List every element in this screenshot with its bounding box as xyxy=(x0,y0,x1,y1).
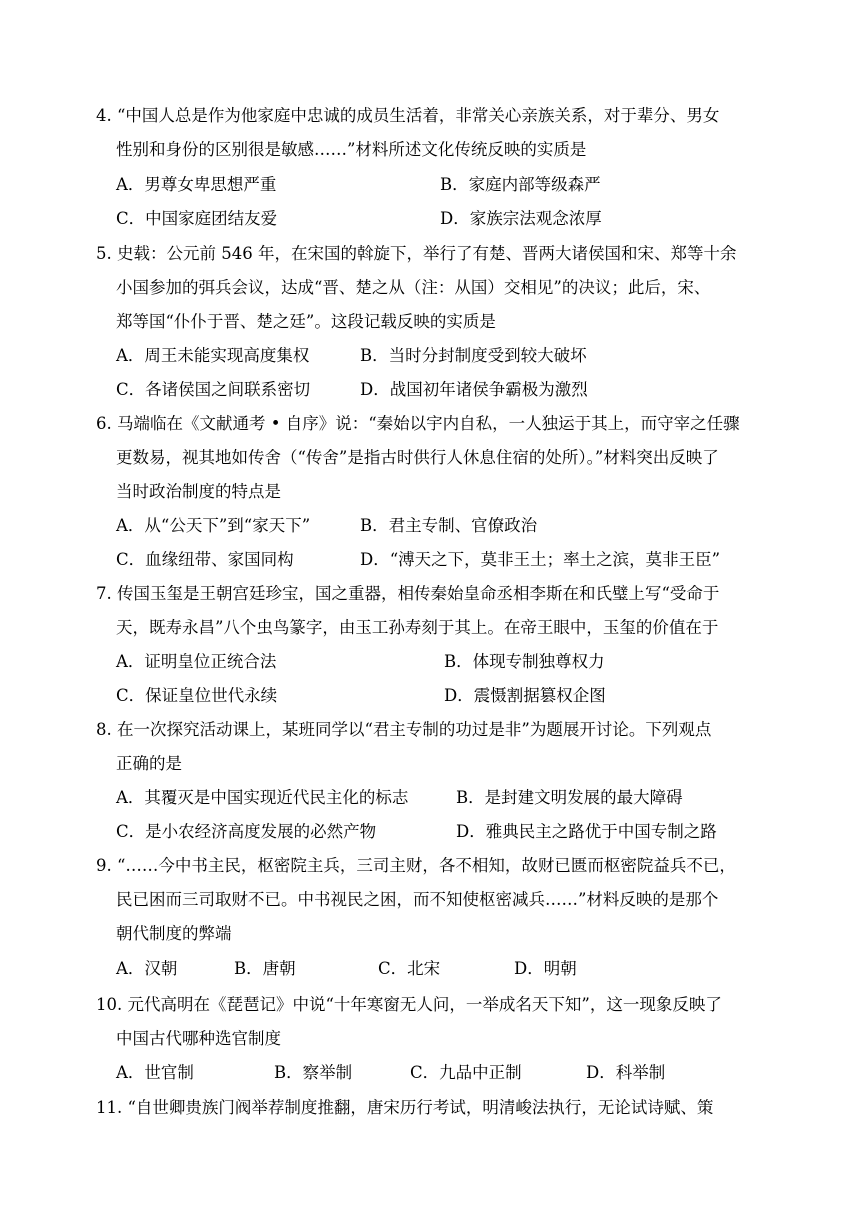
question-stem-line: 当时政治制度的特点是 xyxy=(116,482,281,501)
question-stem-line: 6. 马端临在《文献通考 • 自序》说：“秦始以宇内自私，一人独运于其上，而守宰之任骤 xyxy=(96,414,740,433)
option-d: D．家族宗法观念浓厚 xyxy=(440,209,602,228)
option-c: C．中国家庭团结友爱 xyxy=(116,209,278,228)
question-stem-line: 5. 史载：公元前 546 年，在宋国的斡旋下，举行了有楚、晋两大诸侯国和宋、郑等十余 xyxy=(96,244,737,263)
question-stem-line: 10. 元代高明在《琵琶记》中说“十年寒窗无人问，一举成名天下知”，这一现象反映了 xyxy=(96,995,722,1014)
option-b: B．君主专制、官僚政治 xyxy=(360,516,538,535)
option-b: B．察举制 xyxy=(274,1063,353,1082)
option-d: D．雅典民主之路优于中国专制之路 xyxy=(456,822,717,841)
question-stem-line: 性别和身份的区别很是敏感……”材料所述文化传统反映的实质是 xyxy=(116,140,587,159)
option-a: A．从“公天下”到“家天下” xyxy=(116,516,311,535)
option-d: D．明朝 xyxy=(514,959,577,978)
question-stem-line: 郑等国“仆仆于晋、楚之廷”。这段记载反映的实质是 xyxy=(116,312,496,331)
question-stem-line: 7. 传国玉玺是王朝宫廷珍宝，国之重器，相传秦始皇命丞相李斯在和氏璧上写“受命于 xyxy=(96,584,720,603)
question-stem-line: 正确的是 xyxy=(116,754,182,773)
question-stem-line: 更数易，视其地如传舍（“传舍”是指古时供行人休息住宿的处所）。”材料突出反映了 xyxy=(116,448,719,467)
question-stem-line: 8. 在一次探究活动课上，某班同学以“君主专制的功过是非”为题展开讨论。下列观点 xyxy=(96,720,712,739)
option-a: A．世官制 xyxy=(116,1063,194,1082)
option-b: B．当时分封制度受到较大破坏 xyxy=(360,346,587,365)
question-stem-line: 11. “自世卿贵族门阀举荐制度推翻，唐宋历行考试，明清峻法执行，无论试诗赋、策 xyxy=(96,1098,714,1117)
option-d: D．震慑割据篡权企图 xyxy=(444,686,606,705)
question-stem-line: 天，既寿永昌”八个虫鸟篆字，由玉工孙寿刻于其上。在帝王眼中，玉玺的价值在于 xyxy=(116,618,719,637)
question-stem-line: 民已困而三司取财不已。中书视民之困，而不知使枢密减兵……”材料反映的是那个 xyxy=(116,890,719,909)
option-c: C．北宋 xyxy=(378,959,441,978)
question-stem-line: 9. “……今中书主民，枢密院主兵，三司主财，各不相知，故财已匮而枢密院益兵不已， xyxy=(96,856,736,875)
option-a: A．证明皇位正统合法 xyxy=(116,652,277,671)
question-stem-line: 4. “中国人总是作为他家庭中忠诚的成员生活着，非常关心亲族关系，对于辈分、男女 xyxy=(96,106,720,125)
option-d: D．战国初年诸侯争霸极为激烈 xyxy=(360,380,588,399)
option-d: D．“溥天之下，莫非王土；率土之滨，莫非王臣” xyxy=(360,550,721,569)
option-a: A．男尊女卑思想严重 xyxy=(116,175,277,194)
option-b: B．体现专制独尊权力 xyxy=(444,652,605,671)
option-b: B．家庭内部等级森严 xyxy=(440,175,601,194)
option-c: C．各诸侯国之间联系密切 xyxy=(116,380,311,399)
option-c: C．是小农经济高度发展的必然产物 xyxy=(116,822,377,841)
option-b: B．是封建文明发展的最大障碍 xyxy=(456,788,683,807)
question-stem-line: 朝代制度的弊端 xyxy=(116,924,232,943)
option-c: C．九品中正制 xyxy=(410,1063,522,1082)
option-a: A．其覆灭是中国实现近代民主化的标志 xyxy=(116,788,409,807)
question-stem-line: 小国参加的弭兵会议，达成“晋、楚之从（注：从国）交相见”的决议；此后，宋、 xyxy=(116,278,711,297)
option-c: C．血缘纽带、家国同构 xyxy=(116,550,294,569)
question-stem-line: 中国古代哪种选官制度 xyxy=(116,1029,281,1048)
option-a: A．周王未能实现高度集权 xyxy=(116,346,310,365)
option-a: A．汉朝 xyxy=(116,959,178,978)
option-c: C．保证皇位世代永续 xyxy=(116,686,278,705)
option-d: D．科举制 xyxy=(586,1063,666,1082)
option-b: B．唐朝 xyxy=(234,959,296,978)
